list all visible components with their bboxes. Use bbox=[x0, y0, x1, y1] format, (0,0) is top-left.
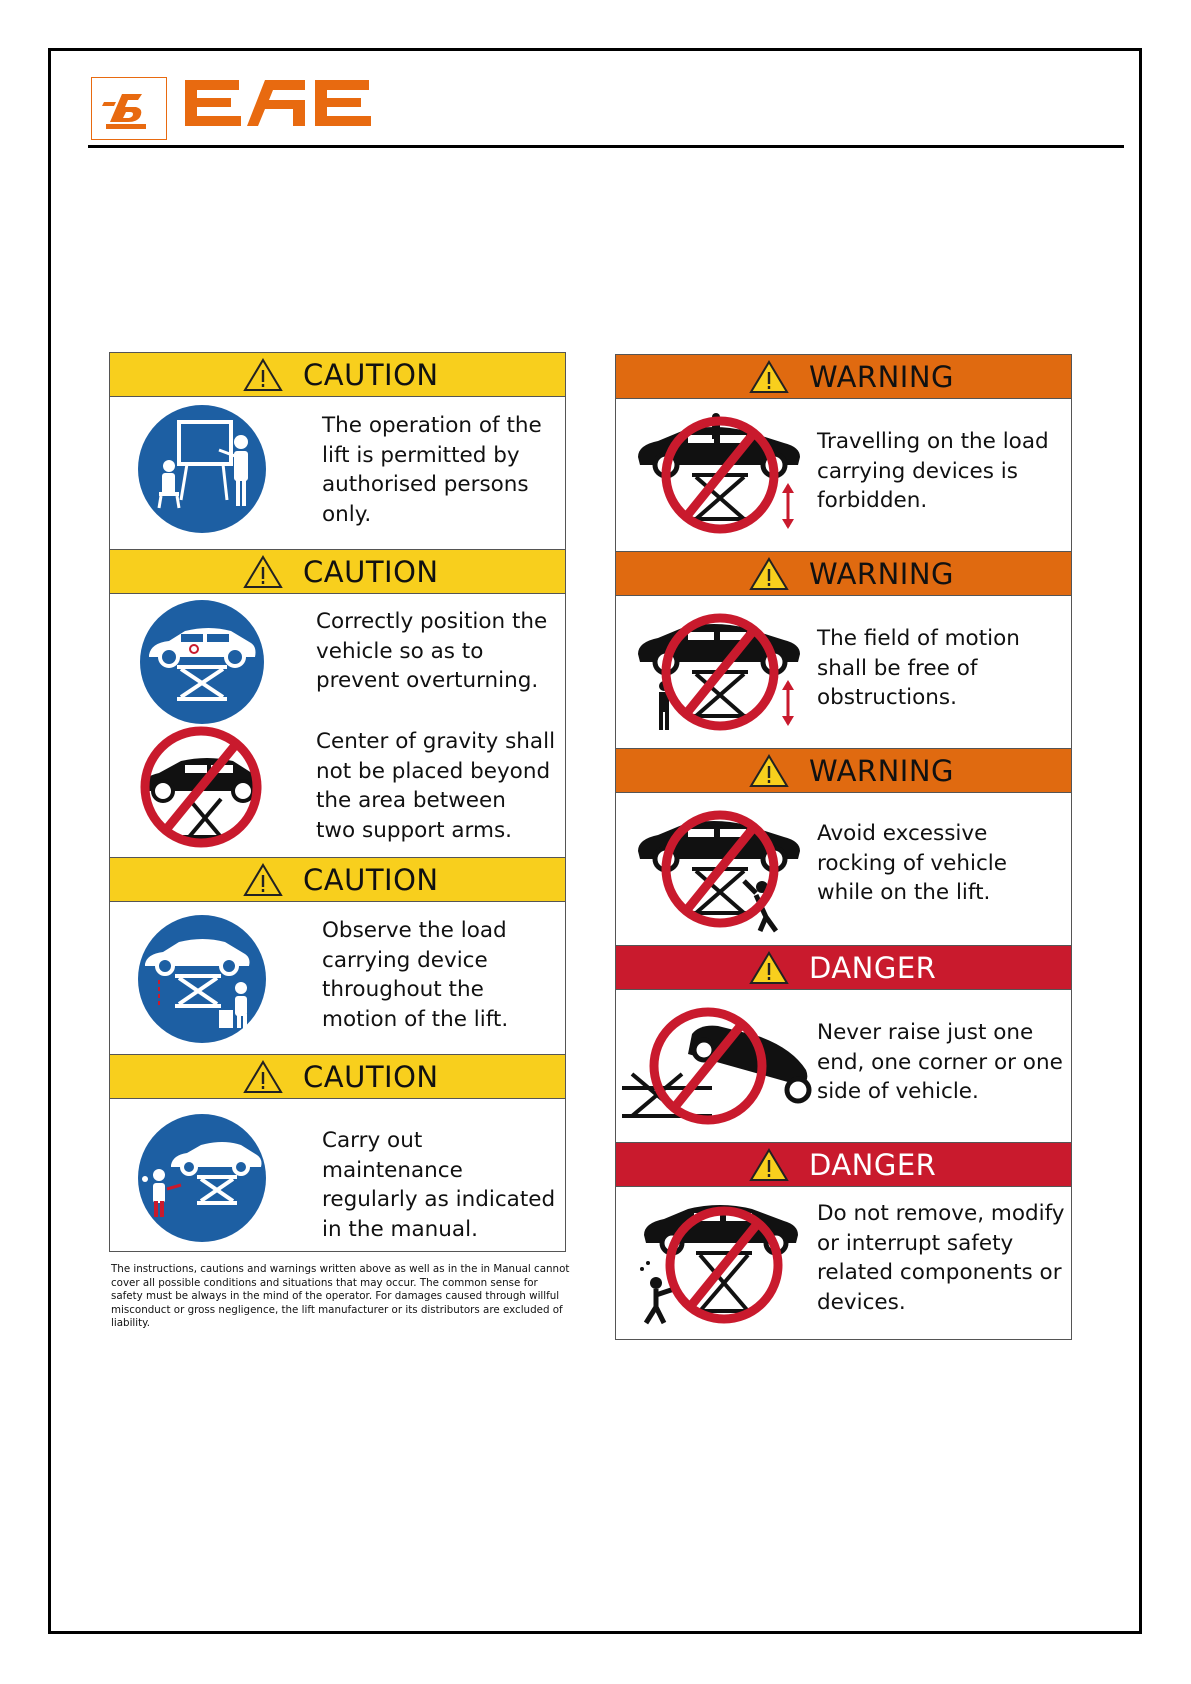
sign-message-secondary: Center of gravity shall not be placed beyond the area between two support arms. bbox=[316, 729, 556, 843]
sign-message: Do not remove, modify or interrupt safety related components or devices. bbox=[817, 1201, 1065, 1315]
sign-header bbox=[110, 550, 565, 594]
sign-level: DANGER bbox=[809, 1147, 937, 1182]
car-on-lift-icon bbox=[139, 599, 265, 725]
sign-body bbox=[616, 596, 1071, 748]
sign-level: WARNING bbox=[809, 753, 954, 788]
sign-level: WARNING bbox=[809, 556, 954, 591]
brand-logo-mark bbox=[91, 77, 167, 140]
warning-danger-signs-column bbox=[615, 354, 1072, 1340]
warning-triangle-icon bbox=[243, 1060, 283, 1094]
warning-sign-obstructions bbox=[615, 551, 1072, 748]
no-one-end-lift-icon bbox=[622, 1004, 812, 1130]
observe-lift-icon bbox=[137, 914, 267, 1044]
sign-level: CAUTION bbox=[303, 862, 439, 897]
warning-triangle-icon bbox=[243, 555, 283, 589]
sign-body bbox=[110, 902, 565, 1054]
warning-triangle-icon bbox=[749, 754, 789, 788]
maintenance-icon bbox=[137, 1113, 267, 1243]
warning-triangle-icon bbox=[243, 863, 283, 897]
caution-signs-column bbox=[109, 352, 566, 1252]
sign-header bbox=[616, 1143, 1071, 1187]
sign-header bbox=[616, 552, 1071, 596]
sign-body bbox=[616, 1187, 1071, 1339]
warning-triangle-icon bbox=[749, 951, 789, 985]
warning-sign-no-riding bbox=[615, 354, 1072, 551]
sign-message: Travelling on the load carrying devices is forbidden. bbox=[817, 429, 1049, 513]
warning-sign-rocking bbox=[615, 748, 1072, 945]
sign-header bbox=[110, 353, 565, 397]
sign-level: CAUTION bbox=[303, 1059, 439, 1094]
car-overhang-prohibited-icon bbox=[137, 725, 267, 851]
warning-triangle-icon bbox=[749, 360, 789, 394]
sign-message: Carry out maintenance regularly as indicated in the manual. bbox=[322, 1128, 556, 1242]
sign-message: The field of motion shall be free of obstructions. bbox=[817, 626, 1020, 710]
sign-message: Avoid excessive rocking of vehicle while on the lift. bbox=[817, 821, 1008, 905]
sign-level: DANGER bbox=[809, 950, 937, 985]
warning-triangle-icon bbox=[749, 557, 789, 591]
brand-logo-wordmark bbox=[185, 74, 385, 134]
warning-triangle-icon bbox=[749, 1148, 789, 1182]
sign-header bbox=[616, 946, 1071, 990]
no-tampering-icon bbox=[634, 1199, 804, 1329]
sign-body bbox=[616, 793, 1071, 945]
sign-header bbox=[110, 858, 565, 902]
sign-message: Observe the load carrying device throughout the motion of the lift. bbox=[322, 918, 509, 1032]
header-divider bbox=[88, 145, 1124, 148]
sign-header bbox=[616, 355, 1071, 399]
liability-disclaimer: The instructions, cautions and warnings written above as well as in the in Manual cannot cover all possible conditions and situations that may occur. The common sense for safety must be always in the mind of the operator. For damages caused through willful misconduct or gross negligence, the lift manufacturer or its distributors are excluded of liability. bbox=[111, 1263, 570, 1330]
danger-sign-one-end bbox=[615, 945, 1072, 1142]
caution-sign-positioning bbox=[109, 549, 566, 857]
sign-level: CAUTION bbox=[303, 554, 439, 589]
danger-sign-no-tampering bbox=[615, 1142, 1072, 1340]
no-obstruction-icon bbox=[634, 610, 804, 736]
sign-header bbox=[616, 749, 1071, 793]
no-riding-on-lift-icon bbox=[634, 413, 804, 539]
sign-level: CAUTION bbox=[303, 357, 439, 392]
caution-sign-authorised bbox=[109, 352, 566, 549]
sign-message: The operation of the lift is permitted by authorised persons only. bbox=[322, 413, 542, 527]
sign-level: WARNING bbox=[809, 359, 954, 394]
sign-message: Correctly position the vehicle so as to prevent overturning. bbox=[316, 609, 548, 693]
sign-body bbox=[616, 399, 1071, 551]
sign-body bbox=[616, 990, 1071, 1142]
caution-sign-observe bbox=[109, 857, 566, 1054]
sign-body bbox=[110, 397, 565, 549]
sign-header bbox=[110, 1055, 565, 1099]
sign-body bbox=[110, 1099, 565, 1251]
sign-message: Never raise just one end, one corner or one side of vehicle. bbox=[817, 1020, 1063, 1104]
warning-triangle-icon bbox=[243, 358, 283, 392]
caution-sign-maintenance bbox=[109, 1054, 566, 1252]
instructor-training-icon bbox=[137, 404, 267, 534]
no-rocking-icon bbox=[634, 807, 804, 933]
sign-body bbox=[110, 594, 565, 857]
